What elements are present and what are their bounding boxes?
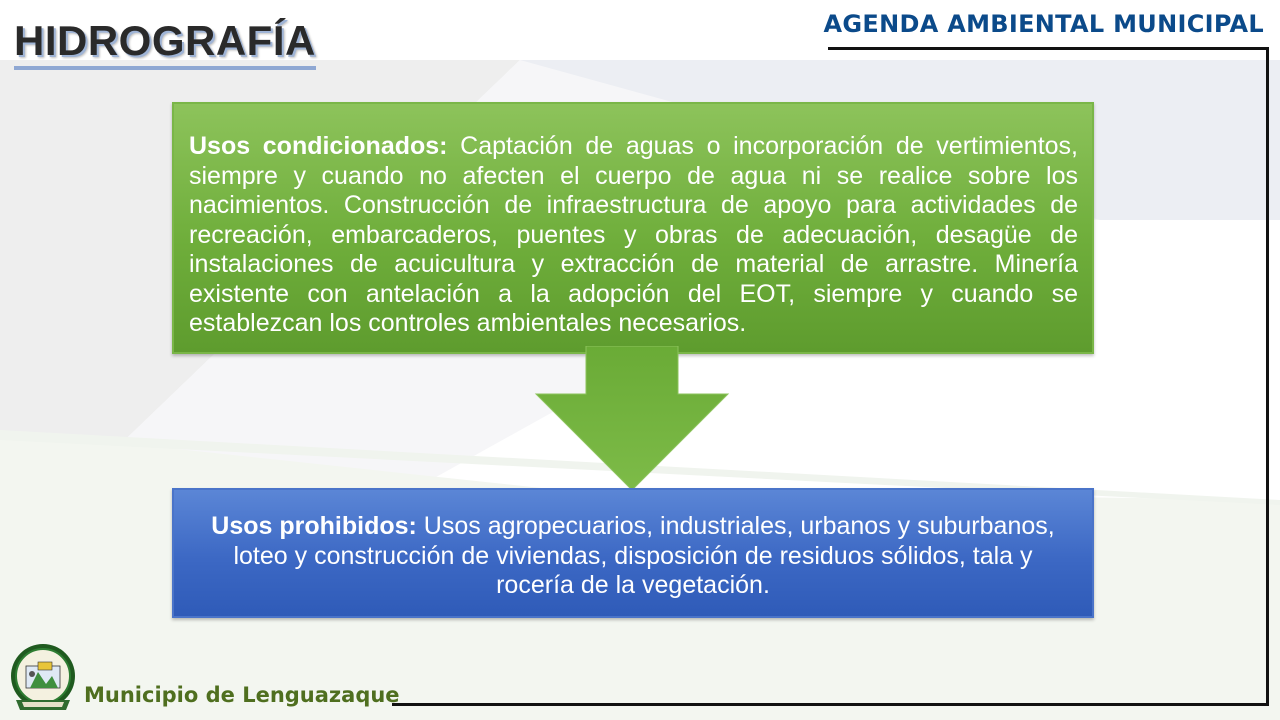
usos-condicionados-box [172,102,1094,354]
page-title: HIDROGRAFÍA [14,18,316,70]
frame-line-bottom [392,703,1269,706]
down-arrow-icon [534,346,730,492]
municipal-seal-icon [8,640,78,716]
municipio-label: Municipio de Lenguazaque [84,683,400,707]
frame-line-right [1266,47,1269,706]
usos-prohibidos-text: Usos agropecuarios, industriales, urbanos y suburbanos, loteo y construcción de viviendas, disposición de residuos sólidos, tala y rocería de la vegetación. [233,512,1055,599]
usos-condicionados-label: Usos condicionados: [189,132,448,160]
usos-prohibidos-box [172,488,1094,618]
usos-prohibidos-label: Usos prohibidos: [211,512,417,540]
usos-condicionados-text: Captación de aguas o incorporación de vertimientos, siempre y cuando no afecten el cuerpo de agua ni se realice sobre los nacimientos. Construcción de infraestructura de apoyo para actividades de recreación, embarcaderos, puentes y obras de adecuación, desagüe de instalaciones de acuicultura y extracción de material de arrastre. Minería existente con antelación a la adopción del EOT, siempre y cuando se establezcan los controles ambientales necesarios. [189,132,1079,337]
frame-line-top [828,47,1268,50]
agenda-heading: AGENDA AMBIENTAL MUNICIPAL [823,10,1264,38]
